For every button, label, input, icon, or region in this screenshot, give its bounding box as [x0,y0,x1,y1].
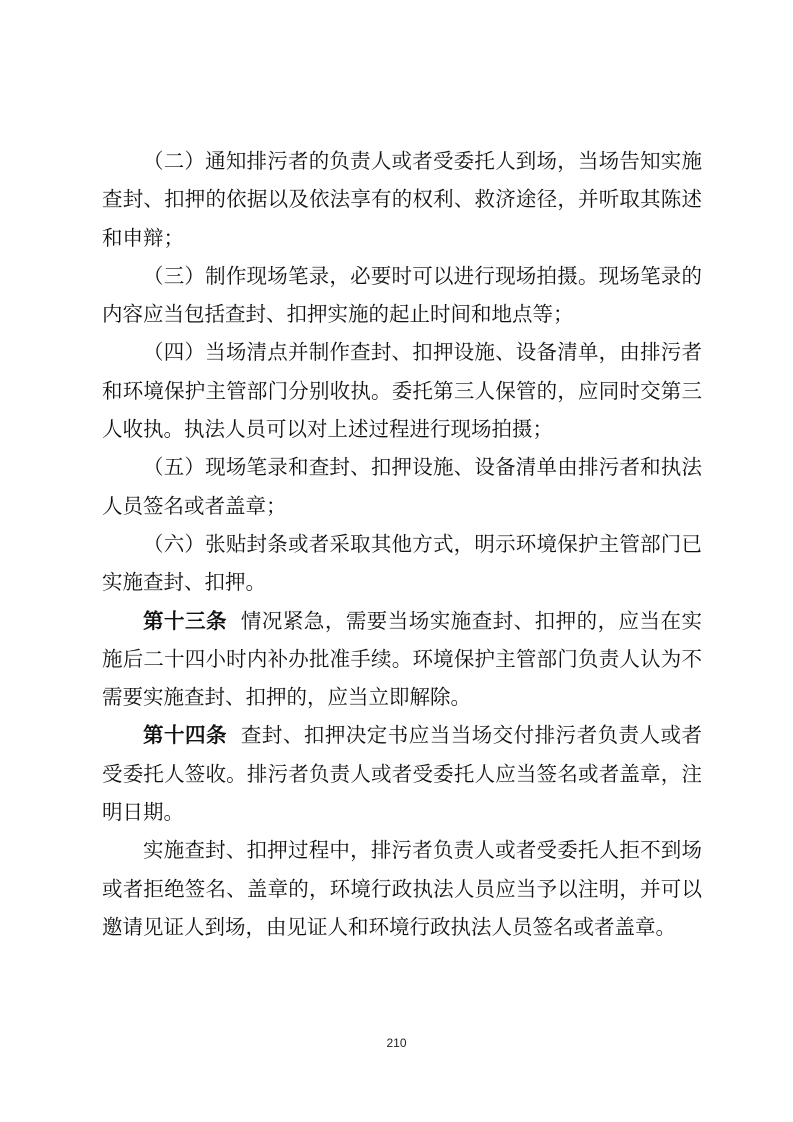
article-text: 查封、扣押决定书应当当场交付排污者负责人或者受委托人签收。排污者负责人或者受委托人应当签名或者盖章，注明日期。 [102,723,703,825]
article-heading: 第十四条 [143,723,227,748]
paragraph-text: （五）现场笔录和查封、扣押设施、设备清单由排污者和执法人员签名或者盖章； [102,455,702,518]
paragraph-item-2 [102,142,702,257]
paragraph-item-6 [102,525,702,602]
article-14-continuation [102,831,702,946]
paragraph-item-3 [102,257,702,334]
article-heading: 第十三条 [143,608,227,633]
article-13 [102,602,702,717]
paragraph-text: （四）当场清点并制作查封、扣押设施、设备清单，由排污者和环境保护主管部门分别收执。委托第三人保管的，应同时交第三人收执。执法人员可以对上述过程进行现场拍摄； [102,340,702,442]
paragraph-item-4 [102,333,702,448]
paragraph-text: （六）张贴封条或者采取其他方式，明示环境保护主管部门已实施查封、扣押。 [102,531,702,595]
article-text: 情况紧急，需要当场实施查封、扣押的，应当在实施后二十四小时内补办批准手续。环境保护主管部门负责人认为不需要实施查封、扣押的，应当立即解除。 [102,608,703,710]
article-14 [102,716,702,831]
page-number: 210 [386,1036,407,1050]
paragraph-item-5 [102,448,702,525]
document-body [102,142,702,946]
paragraph-text: （二）通知排污者的负责人或者受委托人到场，当场告知实施查封、扣押的依据以及依法享有的权利、救济途径，并听取其陈述和申辩； [102,149,702,250]
paragraph-text: （三）制作现场笔录，必要时可以进行现场拍摄。现场笔录的内容应当包括查封、扣押实施的起止时间和地点等； [102,263,702,327]
paragraph-text: 实施查封、扣押过程中，排污者负责人或者受委托人拒不到场或者拒绝签名、盖章的，环境行政执法人员应当予以注明，并可以邀请见证人到场，由见证人和环境行政执法人员签名或者盖章。 [102,838,702,939]
